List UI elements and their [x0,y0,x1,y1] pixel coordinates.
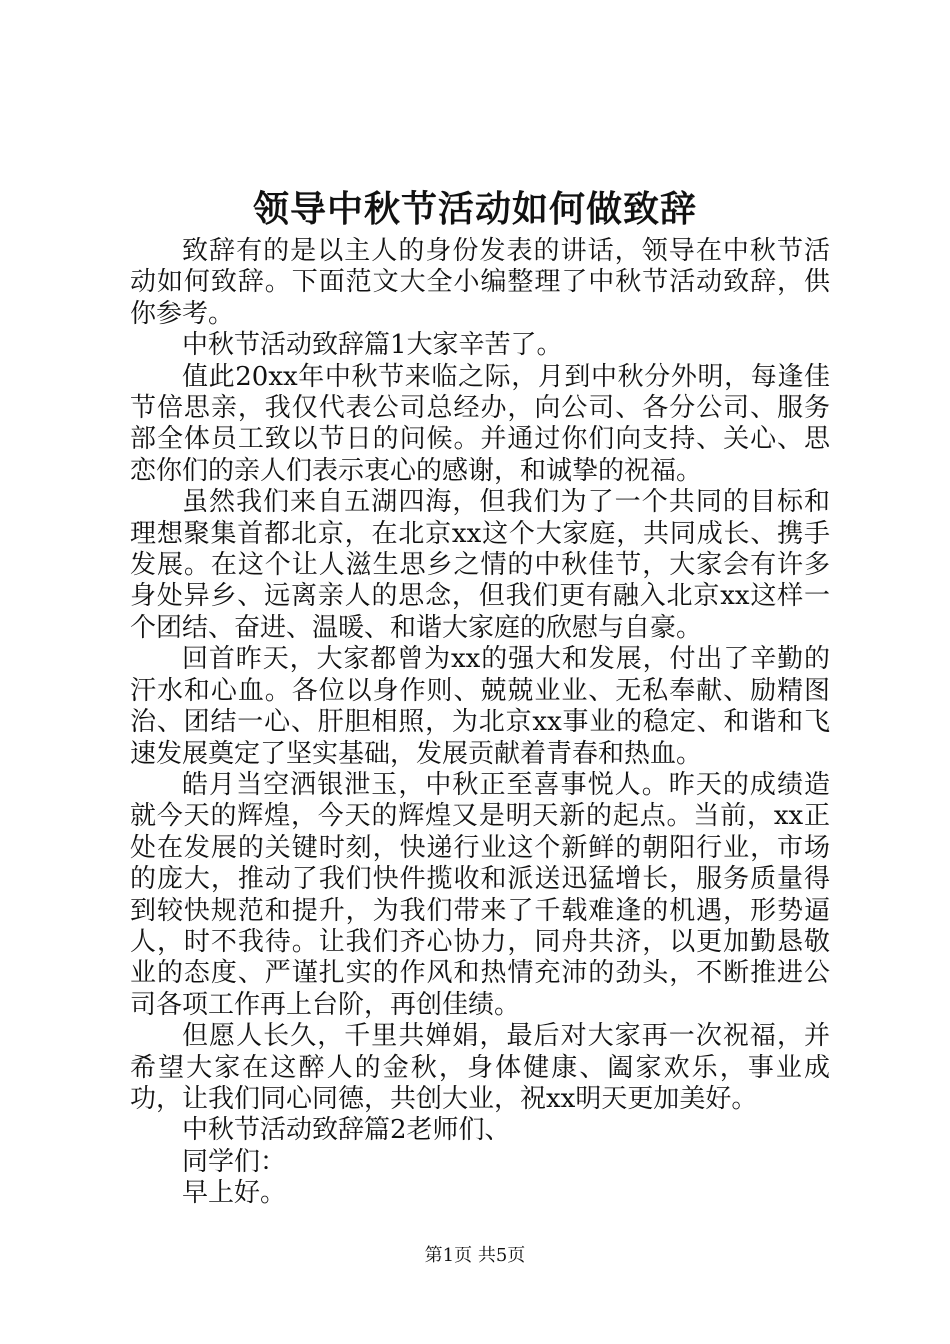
page-title: 领导中秋节活动如何做致辞 [252,188,697,230]
paragraph: 回首昨天，大家都曾为xx的强大和发展，付出了辛勤的汗水和心血。各位以身作则、兢兢业业、无私奉献、励精图治、团结一心、肝胆相照，为北京xx事业的稳定、和谐和飞速发展奠定了坚实基础，发展贡献着青春和热血。 [130,644,830,769]
paragraph: 致辞有的是以主人的身份发表的讲话，领导在中秋节活动如何致辞。下面范文大全小编整理了中秋节活动致辞，供你参考。 [130,236,830,329]
paragraph: 皓月当空洒银泄玉，中秋正至喜事悦人。昨天的成绩造就今天的辉煌，今天的辉煌又是明天新的起点。当前，xx正处在发展的关键时刻，快递行业这个新鲜的朝阳行业，市场的庞大，推动了我们快件揽收和派送迅猛增长，服务质量得到较快规范和提升，为我们带来了千载难逢的机遇，形势逼人，时不我待。让我们齐心协力，同舟共济，以更加勤恳敬业的态度、严谨扎实的作风和热情充沛的劲头，不断推进公司各项工作再上台阶，再创佳绩。 [130,769,830,1020]
paragraph: 早上好。 [182,1178,287,1209]
paragraph: 值此20xx年中秋节来临之际，月到中秋分外明，每逢佳节倍思亲，我仅代表公司总经办，向公司、各分公司、服务部全体员工致以节日的问候。并通过你们向支持、关心、思恋你们的亲人们表示衷心的感谢，和诚挚的祝福。 [130,361,830,486]
paragraph: 但愿人长久，千里共婵娟，最后对大家再一次祝福，并希望大家在这醉人的金秋，身体健康、阖家欢乐，事业成功，让我们同心同德，共创大业，祝xx明天更加美好。 [130,1021,830,1114]
document-body [130,236,830,1210]
page-footer: 第1页 共5页 [424,1245,526,1266]
paragraph: 中秋节活动致辞篇2老师们、 [182,1115,511,1146]
paragraph: 虽然我们来自五湖四海，但我们为了一个共同的目标和理想聚集首都北京，在北京xx这个大家庭，共同成长、携手发展。在这个让人滋生思乡之情的中秋佳节，大家会有许多身处异乡、远离亲人的思念，但我们更有融入北京xx这样一个团结、奋进、温暖、和谐大家庭的欣慰与自豪。 [130,487,830,643]
paragraph: 中秋节活动致辞篇1大家辛苦了。 [182,330,563,361]
paragraph: 同学们： [182,1146,287,1177]
